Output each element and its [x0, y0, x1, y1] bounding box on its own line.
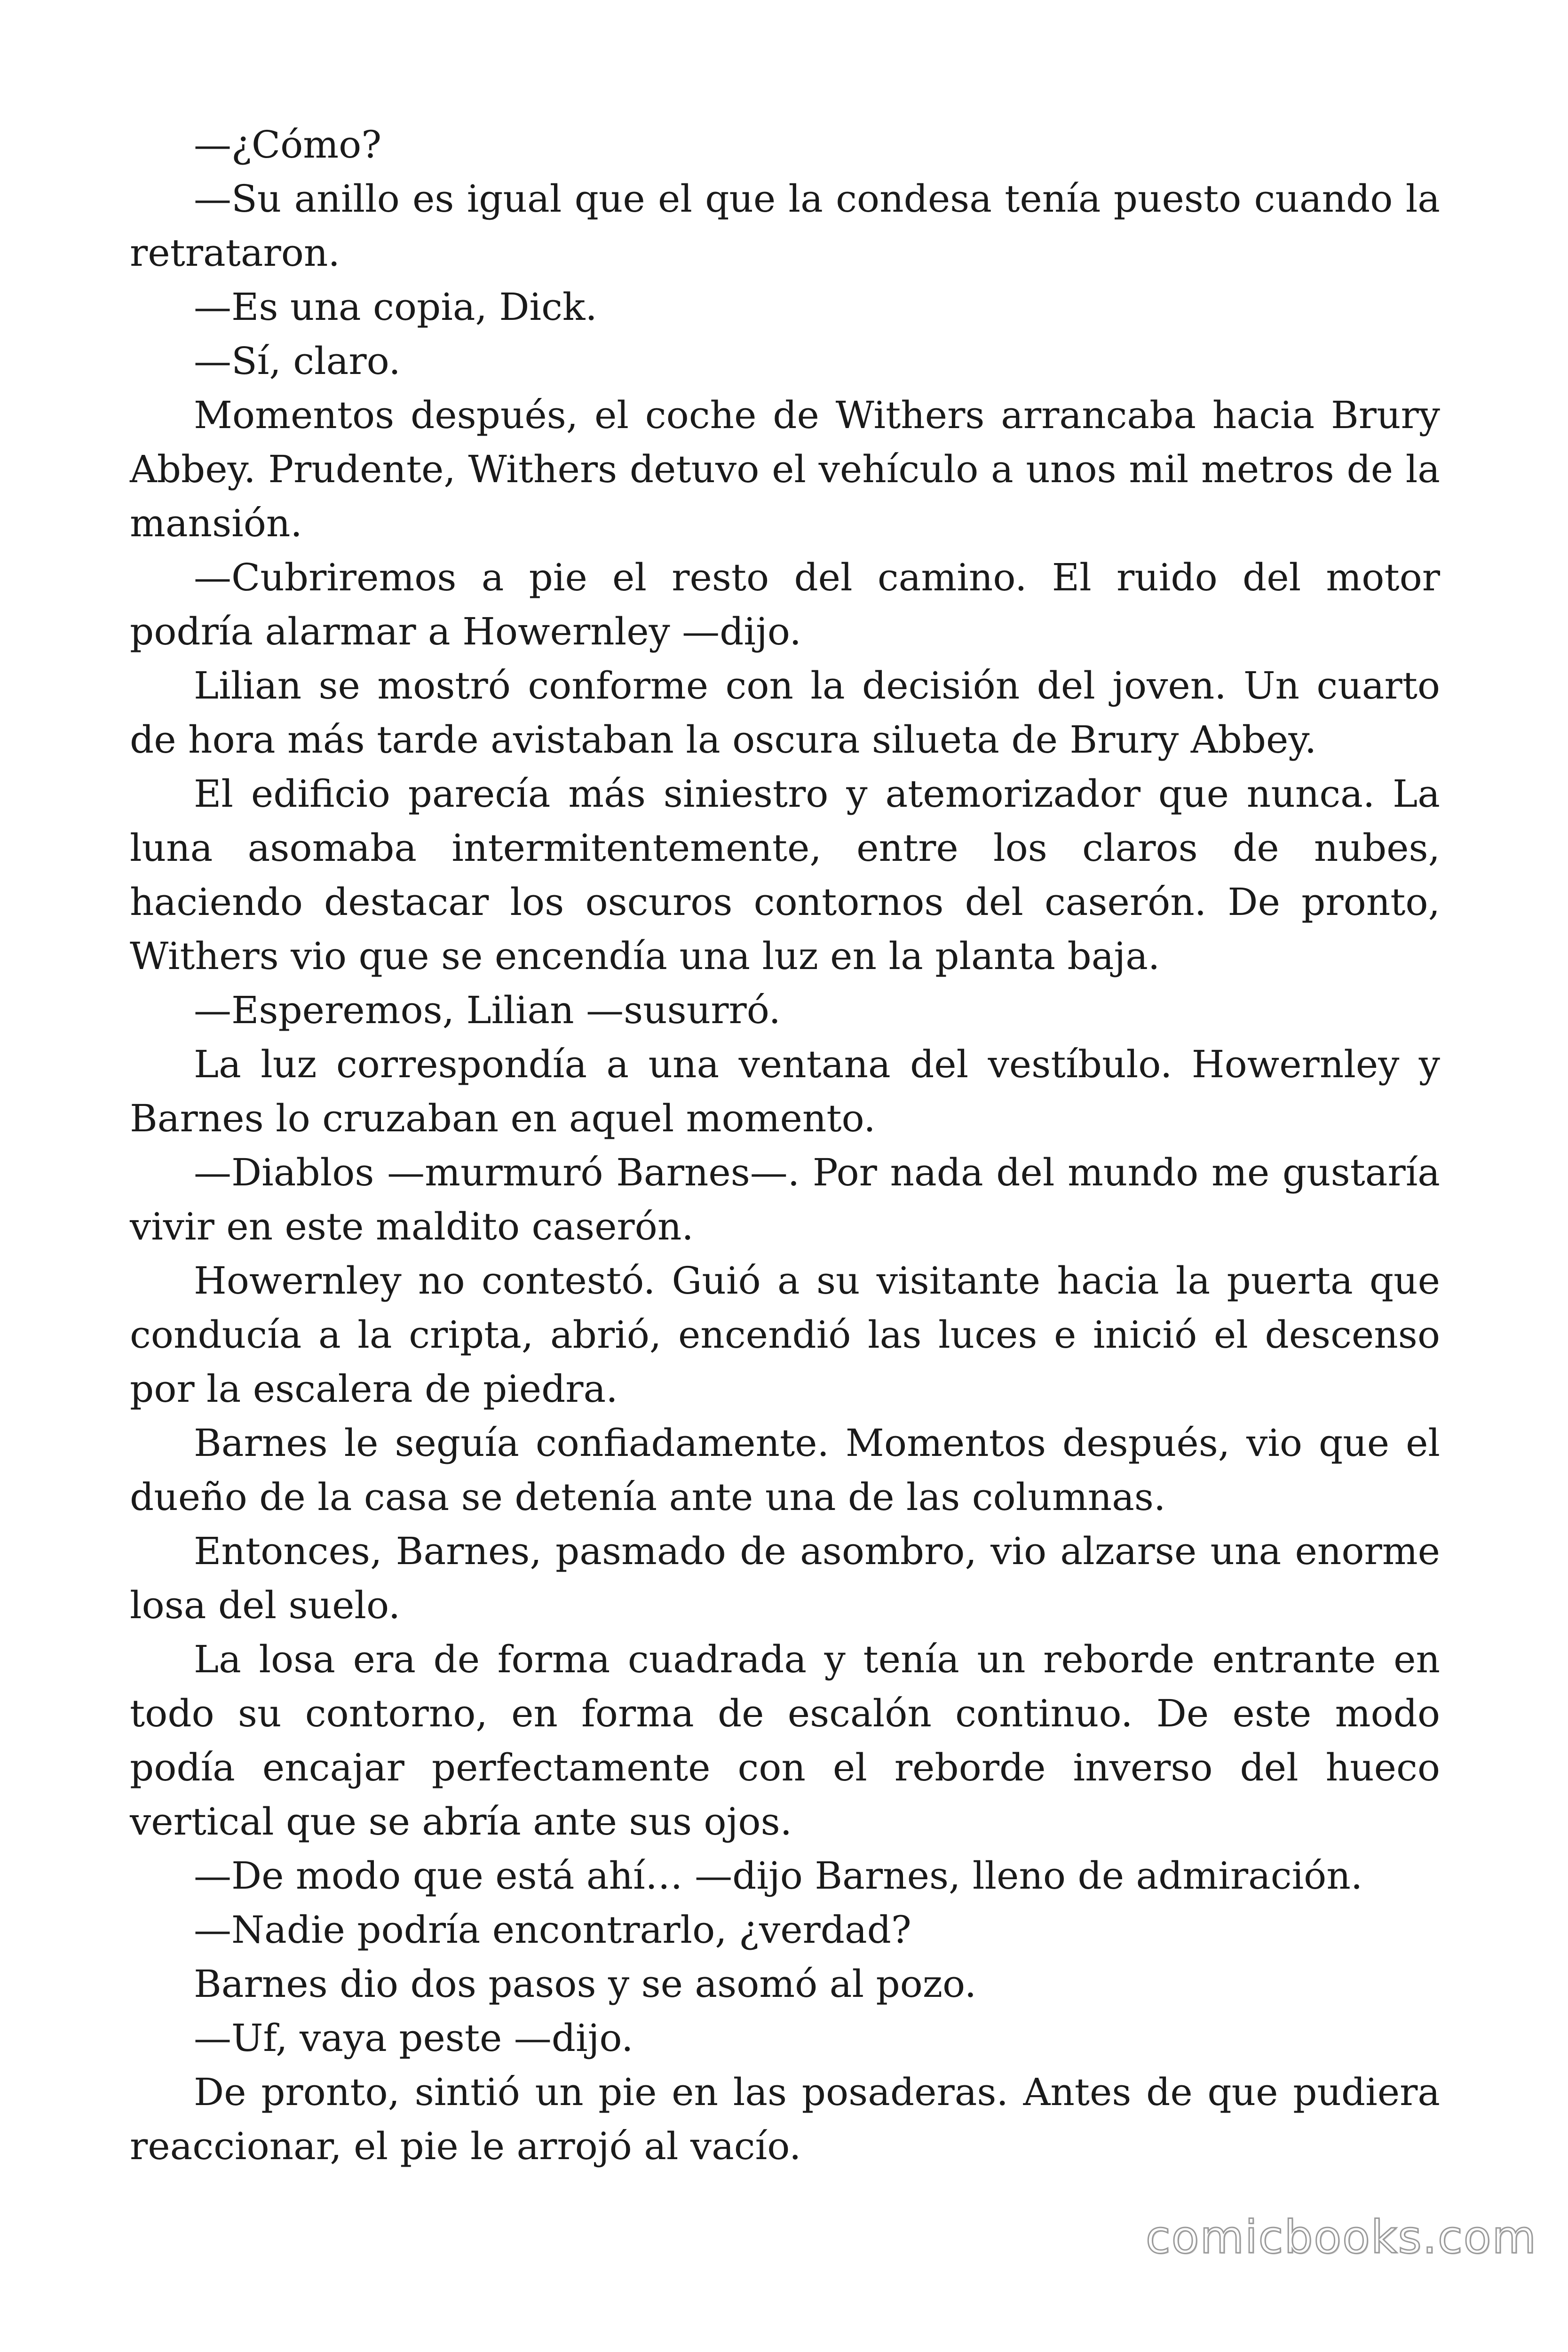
page-body — [130, 118, 1440, 2173]
paragraph: La losa era de forma cuadrada y tenía un reborde entrante en todo su contorno, en forma de escalón continuo. De este modo podía encajar perfectamente con el reborde inverso del hueco vertical que se abría ante sus ojos. — [130, 1637, 1440, 1843]
paragraph: —¿Cómo? — [194, 123, 382, 167]
paragraph: —Diablos —murmuró Barnes—. Por nada del mundo me gustaría vivir en este maldito caserón. — [130, 1151, 1440, 1248]
paragraph: —Cubriremos a pie el resto del camino. El ruido del motor podría alarmar a Howernley —dijo. — [130, 556, 1440, 653]
paragraph: Momentos después, el coche de Withers arrancaba hacia Brury Abbey. Prudente, Withers detuvo el vehículo a unos mil metros de la mansión. — [130, 393, 1440, 545]
paragraph: La luz correspondía a una ventana del vestíbulo. Howernley y Barnes lo cruzaban en aquel momento. — [130, 1042, 1440, 1140]
paragraph: De pronto, sintió un pie en las posaderas. Antes de que pudiera reaccionar, el pie le arrojó al vacío. — [130, 2070, 1440, 2168]
paragraph: —Es una copia, Dick. — [194, 285, 597, 329]
paragraph: —Sí, claro. — [194, 339, 401, 383]
paragraph: —Su anillo es igual que el que la condesa tenía puesto cuando la retrataron. — [130, 177, 1440, 275]
paragraph: Barnes dio dos pasos y se asomó al pozo. — [194, 1962, 977, 2006]
paragraph: —Uf, vaya peste —dijo. — [194, 2016, 634, 2060]
paragraph: Howernley no contestó. Guió a su visitante hacia la puerta que conducía a la cripta, abrió, encendió las luces e inició el descenso por la escalera de piedra. — [130, 1259, 1440, 1411]
paragraph: Barnes le seguía confiadamente. Momentos después, vio que el dueño de la casa se detenía ante una de las columnas. — [130, 1421, 1440, 1519]
paragraph: El edificio parecía más siniestro y atemorizador que nunca. La luna asomaba intermitentemente, entre los claros de nubes, haciendo destacar los oscuros contornos del caserón. De pronto, Withers vio que se encendía una luz en la planta baja. — [130, 772, 1440, 978]
paragraph: —De modo que está ahí… —dijo Barnes, lleno de admiración. — [194, 1854, 1363, 1898]
paragraph: Entonces, Barnes, pasmado de asombro, vio alzarse una enorme losa del suelo. — [130, 1529, 1440, 1627]
watermark: comicbooks.com — [1145, 2211, 1537, 2264]
paragraph: Lilian se mostró conforme con la decisión del joven. Un cuarto de hora más tarde avistaban la oscura silueta de Brury Abbey. — [130, 664, 1440, 762]
paragraph: —Nadie podría encontrarlo, ¿verdad? — [194, 1908, 911, 1952]
paragraph: —Esperemos, Lilian —susurró. — [194, 988, 781, 1032]
